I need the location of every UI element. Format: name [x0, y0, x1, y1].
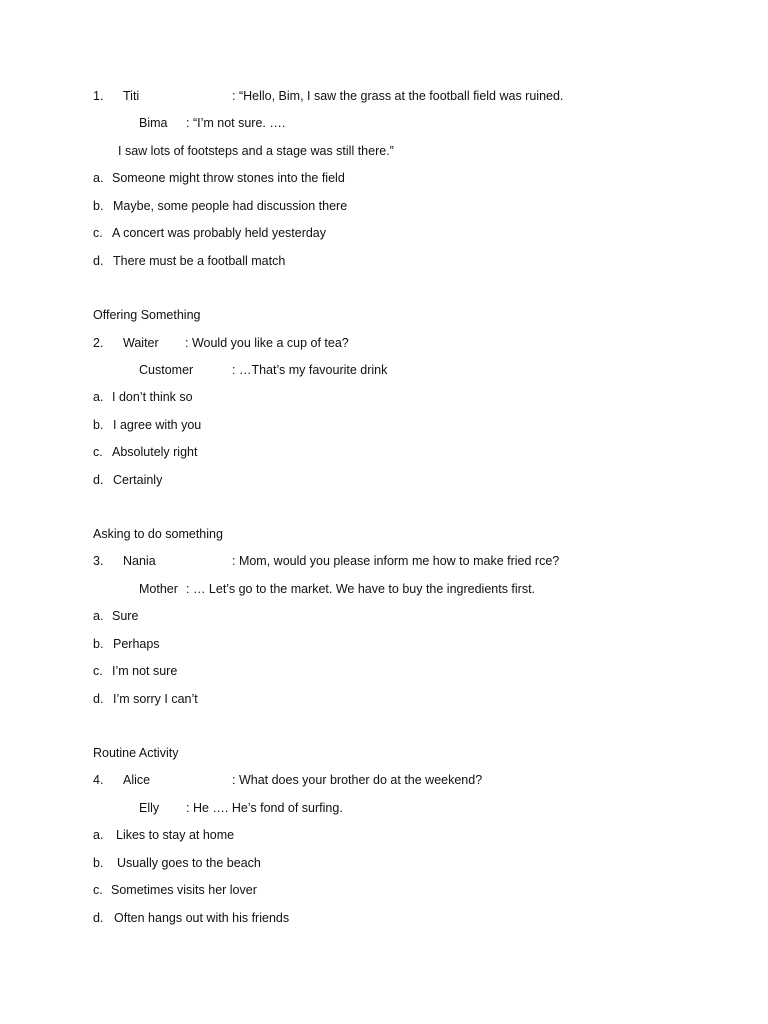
option-text: Certainly [113, 473, 163, 487]
option-letter: d. [93, 692, 104, 706]
section-heading: Offering Something [93, 308, 201, 322]
dialogue-text: : Would you like a cup of tea? [185, 336, 349, 350]
dialogue-text: : “Hello, Bim, I saw the grass at the football field was ruined. [232, 89, 564, 103]
option-letter: b. [93, 856, 104, 870]
option-letter: a. [93, 828, 104, 842]
option-text: There must be a football match [113, 254, 286, 268]
dialogue-text: : … Let’s go to the market. We have to buy the ingredients first. [186, 582, 536, 596]
option-text: I’m not sure [112, 664, 178, 678]
option-letter: c. [93, 445, 103, 459]
question-number: 4. [93, 773, 104, 787]
option-letter: c. [93, 226, 103, 240]
speaker-name: Titi [123, 89, 140, 103]
option-text: Absolutely right [112, 445, 198, 459]
speaker-name: Customer [139, 363, 194, 377]
option-text: Sure [112, 609, 139, 623]
option-text: I agree with you [113, 418, 202, 432]
speaker-name: Nania [123, 554, 156, 568]
option-letter: a. [93, 390, 104, 404]
dialogue-text: : Mom, would you please inform me how to make fried rce? [232, 554, 560, 568]
question-number: 1. [93, 89, 104, 103]
speaker-name: Waiter [123, 336, 159, 350]
option-text: Often hangs out with his friends [114, 911, 290, 925]
option-letter: d. [93, 473, 104, 487]
dialogue-text: : What does your brother do at the weekend? [232, 773, 483, 787]
speaker-name: Bima [139, 116, 168, 130]
option-letter: c. [93, 883, 103, 897]
speaker-name: Elly [139, 801, 160, 815]
option-text: Usually goes to the beach [117, 856, 261, 870]
option-text: I’m sorry I can’t [113, 692, 198, 706]
dialogue-text: I saw lots of footsteps and a stage was still there.” [118, 144, 394, 158]
option-text: I don’t think so [112, 390, 193, 404]
option-letter: a. [93, 171, 104, 185]
option-text: Someone might throw stones into the field [112, 171, 345, 185]
question-number: 2. [93, 336, 104, 350]
dialogue-text: : He …. He’s fond of surfing. [186, 801, 343, 815]
speaker-name: Mother [139, 582, 178, 596]
option-text: Maybe, some people had discussion there [113, 199, 348, 213]
option-text: Likes to stay at home [116, 828, 235, 842]
section-heading: Asking to do something [93, 527, 223, 541]
speaker-name: Alice [123, 773, 151, 787]
question-1-line-3 [118, 143, 394, 159]
dialogue-text: : …That’s my favourite drink [232, 363, 388, 377]
option-text: Sometimes visits her lover [111, 883, 257, 897]
option-letter: d. [93, 911, 104, 925]
dialogue-text: : “I’m not sure. …. [186, 116, 286, 130]
option-text: A concert was probably held yesterday [112, 226, 327, 240]
section-heading: Routine Activity [93, 746, 179, 760]
option-text: Perhaps [113, 637, 160, 651]
option-letter: d. [93, 254, 104, 268]
option-letter: b. [93, 418, 104, 432]
option-letter: c. [93, 664, 103, 678]
option-letter: a. [93, 609, 104, 623]
question-number: 3. [93, 554, 104, 568]
option-letter: b. [93, 199, 104, 213]
option-letter: b. [93, 637, 104, 651]
